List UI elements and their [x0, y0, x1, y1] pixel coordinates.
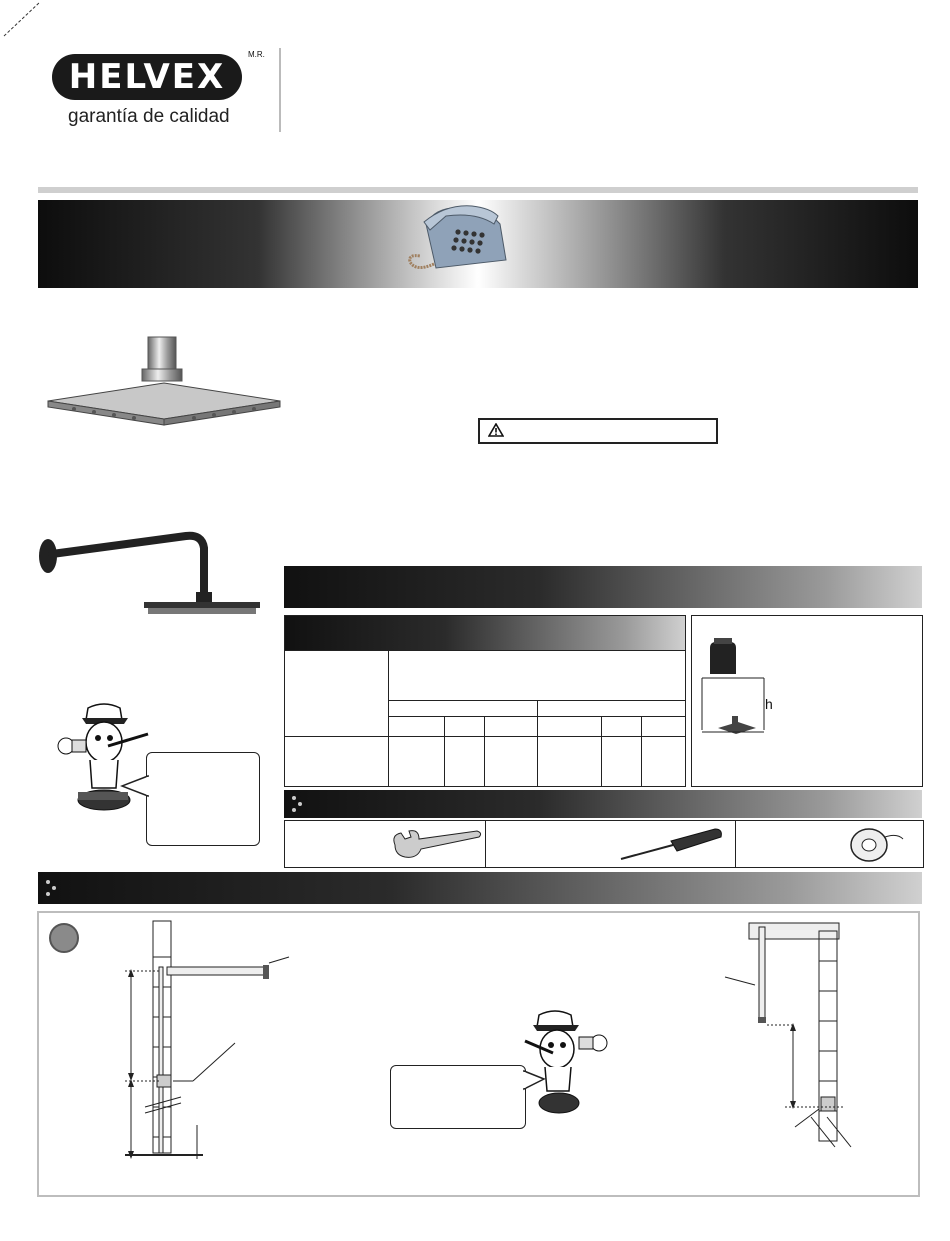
top-rule [38, 187, 918, 193]
speech-bubble-tail-1 [120, 774, 150, 798]
tools-divider-2 [735, 821, 736, 867]
height-diagram-drawing [692, 616, 922, 786]
height-diagram [691, 615, 923, 787]
logo-text: HELVEX [68, 57, 226, 97]
teflon-tape-icon [845, 825, 905, 863]
tools-section-header [284, 790, 922, 818]
logo-tagline: garantía de calidad [68, 106, 230, 127]
tools-divider-1 [485, 821, 486, 867]
spec-table-col-mid [537, 700, 538, 786]
spec-table-col-line [388, 650, 389, 786]
tools-row [284, 820, 924, 868]
warning-triangle-icon [488, 423, 504, 437]
installation-section-header [38, 872, 922, 904]
spec-table-col-a [444, 716, 445, 786]
logo-divider [279, 48, 281, 132]
dots-bullet-icon [290, 794, 306, 814]
registered-mark: M.R. [248, 50, 265, 59]
adjustable-wrench-icon [389, 827, 483, 861]
telephone-icon [406, 202, 516, 274]
product-wall-arm-shower [36, 526, 266, 618]
spec-table-col-c [601, 716, 602, 786]
mascot-speech-bubble-2 [390, 1065, 526, 1129]
height-label: h [765, 696, 773, 712]
contact-banner [38, 200, 918, 288]
wall-installation-diagram-left [123, 917, 333, 1163]
spec-table-row-line-1 [285, 650, 685, 651]
corner-cut-line [0, 0, 45, 40]
step-number-badge [49, 923, 79, 953]
spec-table-col-b [484, 716, 485, 786]
screwdriver-icon [617, 827, 725, 863]
spec-table-header [285, 616, 685, 650]
spec-table [284, 615, 686, 787]
warning-box [478, 418, 718, 444]
installation-step-panel [37, 911, 920, 1197]
logo-badge [52, 54, 242, 100]
ceiling-installation-diagram-right [715, 921, 895, 1153]
mascot-plumber-1 [52, 700, 152, 822]
spec-table-row-line-4 [285, 736, 685, 737]
spec-table-col-d [641, 716, 642, 786]
speech-bubble-tail-2 [522, 1069, 546, 1091]
dots-bullet-icon [44, 878, 60, 898]
product-square-shower-head [44, 333, 284, 433]
mascot-plumber-2 [523, 1007, 613, 1119]
mascot-speech-bubble-1 [146, 752, 260, 846]
specs-section-header [284, 566, 922, 608]
brand-logo [52, 48, 282, 138]
